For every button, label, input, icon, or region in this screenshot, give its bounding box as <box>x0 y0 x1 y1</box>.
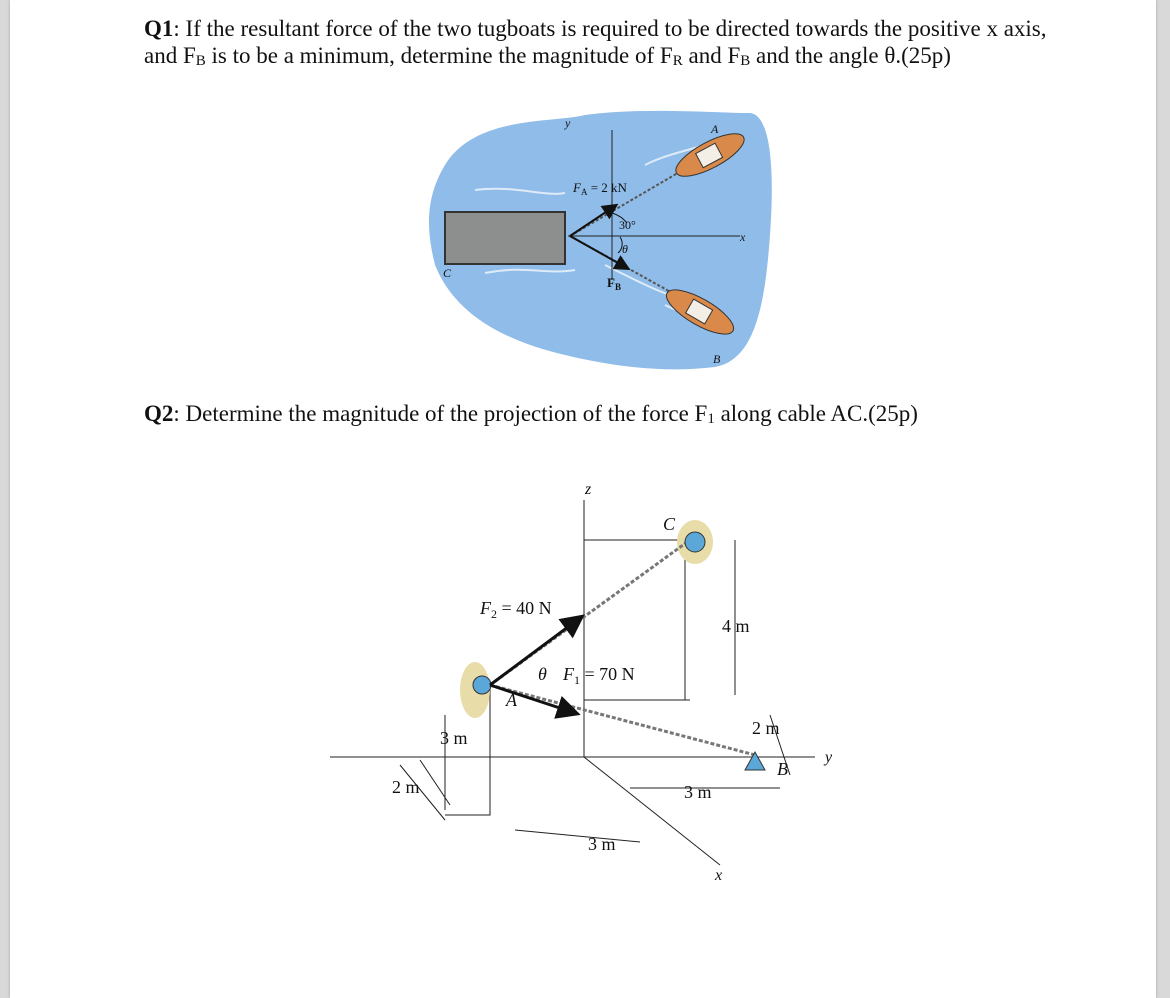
f2-label: $F_2 = 40$ N <box>480 598 552 621</box>
z-axis-label: z <box>585 481 592 498</box>
point-b-label: B <box>777 759 788 779</box>
y-axis-label: y <box>825 749 833 766</box>
q2-text-b: along cable AC.(25p) <box>714 401 918 426</box>
q1-line2a: and F <box>144 43 196 68</box>
dim-2m-left: 2 m <box>392 777 420 797</box>
x-axis-label: x <box>740 230 746 244</box>
q2-text-a: : Determine the magnitude of the projection of the force F <box>173 401 708 426</box>
dimension-lines <box>400 560 790 842</box>
document-page <box>10 0 1156 998</box>
point-c-label: C <box>443 266 452 280</box>
theta-label: θ <box>622 242 628 256</box>
q1-line1: : If the resultant force of the two tugboats is required to be directed towards the positive x axis, <box>173 16 1047 41</box>
fitting-a <box>473 676 491 694</box>
q1-line2d: and the angle θ.(25p) <box>750 43 951 68</box>
q1-line2b: is to be a minimum, determine the magnitude of F <box>205 43 673 68</box>
dim-4m: 4 m <box>722 616 750 636</box>
angle-30-label: 30° <box>619 218 636 232</box>
q2-sub-1: 1 <box>707 411 715 427</box>
fitting-c <box>685 532 705 552</box>
q1-sub-b1: B <box>195 53 206 69</box>
q1-line2c: and F <box>682 43 741 68</box>
cable-ab <box>490 685 755 755</box>
f1-label: $F_1 = 70$ N <box>563 664 635 687</box>
q2-label: Q2 <box>144 401 174 426</box>
barge <box>445 212 565 264</box>
q1-question-text <box>144 15 1124 75</box>
dim-2m-right: 2 m <box>752 718 780 738</box>
point-c-label: C <box>663 514 676 534</box>
q1-tugboat-figure <box>415 105 780 373</box>
dim-3m-right: 3 m <box>684 782 712 802</box>
q1-label: Q1 <box>144 16 174 41</box>
q2-question-text <box>144 400 1124 433</box>
point-b-label: B <box>713 352 721 366</box>
f1-arrow <box>490 685 575 713</box>
point-a-label: A <box>506 690 517 710</box>
point-a-label: A <box>711 122 719 136</box>
dim-3m-left: 3 m <box>440 728 468 748</box>
theta-label: θ <box>538 664 547 684</box>
dim-3m-bottom: 3 m <box>588 834 616 854</box>
q2-cable-figure <box>330 470 850 890</box>
x-axis-label: x <box>715 867 723 884</box>
q1-sub-b2: B <box>740 53 751 69</box>
fb-label: $F_B$ <box>607 275 621 292</box>
y-axis-label: y <box>565 116 571 130</box>
fa-label: $F_A = 2$ kN <box>573 180 627 197</box>
q1-sub-r: R <box>672 53 683 69</box>
